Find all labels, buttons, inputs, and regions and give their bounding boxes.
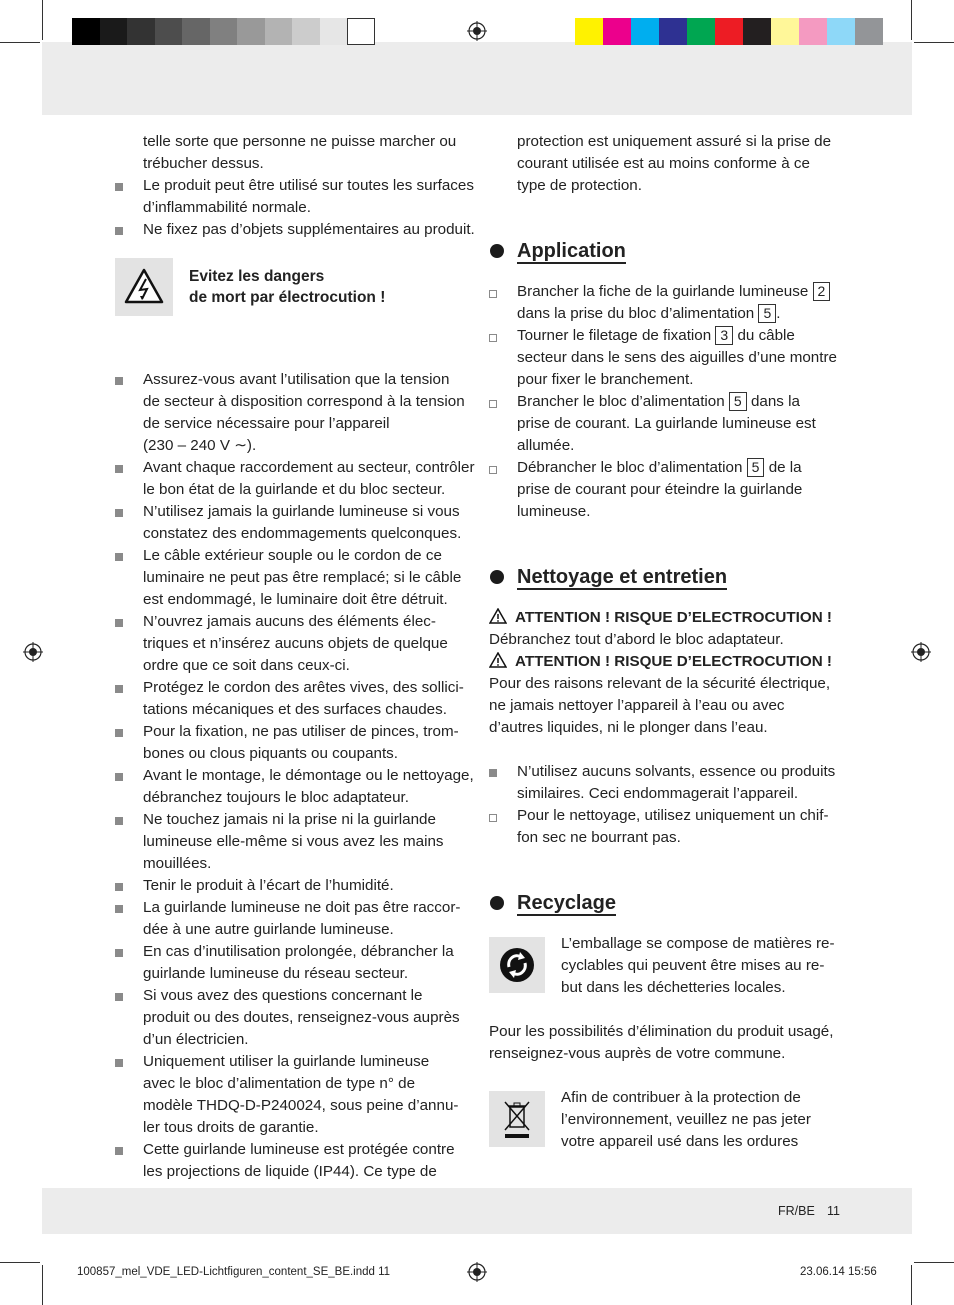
color-swatch [72,18,100,45]
bullet-square-icon [115,509,123,517]
bullet-square-icon [115,1059,123,1067]
bullet-square-icon [115,1147,123,1155]
step-checkbox-icon [489,466,497,474]
list-item: En cas d’inutilisation prolongée, débrancher la guirlande lumineuse du réseau secteur. [115,941,475,985]
list-item: Brancher le bloc d’alimentation 5 dans la prise de courant. La guirlande lumineuse est allumée. [489,391,849,457]
step-checkbox-icon [489,814,497,822]
continued-text: protection est uniquement assuré si la prise de courant utilisée est au moins conforme à ce type de protection. [517,133,832,194]
bullet-square-icon [115,465,123,473]
color-swatch [127,18,155,45]
right-column: protection est uniquement assuré si la prise de courant utilisée est au moins conforme à ce type de protection. Application Brancher la fiche de la guirlande lumineuse 2 dans la prise du bloc d’alimentation 5 . Tourner le filetage de fixation 3 du câble secteur dans le sens des aiguilles d’une montre pour fixer le branchement. Brancher le bloc d’alimentation 5 dans la prise de courant. La guirlande lumineuse est allumée. Débrancher le bloc d’alimentation 5 de la prise de courant pour éteindre la guirlande lumineuse. Nettoyage et entretien ATTENTION ! RISQUE D’ELECTROCUTION ! Débranchez tout d’abord le bloc adaptateur. ATTENTION ! RISQUE D’ELECTROCUTION ! Pour des raisons relevant de la sécurité électrique, ne jamais nettoyer l’appareil à l’eau ou avec d’autres liquides, ni le plonger dans l’eau. N’utilisez aucuns solvants, essence ou produits similaires. Ceci endommagerait l’appareil. Pour le nettoyage, utilisez uniquement un chif- fon sec ne bourrant pas. Recyclage L’emballage se compose de matières re- cyclables qui peuvent être mises au re- but dans les déchetteries locales. Pour les possibilités d’élimination du produit usagé, renseignez-vous auprès de votre commune. Afin de contribuer à la protection de l’environnement, veuillez ne pas jeter votre appareil usé dans les ordures [489,131,849,1153]
part-number-box: 5 [747,458,765,477]
registration-mark-icon [467,21,487,41]
color-swatch [743,18,771,45]
list-item: Tenir le produit à l’écart de l’humidité. [115,875,475,897]
electrocution-warning: ATTENTION ! RISQUE D’ELECTROCUTION ! [489,651,849,673]
heading-bullet-icon [490,896,504,910]
color-swatch [100,18,128,45]
registration-mark-icon [467,1262,487,1282]
bullet-square-icon [115,883,123,891]
heading-bullet-icon [490,570,504,584]
warning-title: Evitez les dangers de mort par électrocution ! [189,268,386,306]
bullet-square-icon [115,553,123,561]
bullet-square-icon [115,227,123,235]
part-number-box: 3 [715,326,733,345]
bullet-square-icon [115,183,123,191]
bullet-square-icon [115,685,123,693]
bullet-square-icon [115,773,123,781]
part-number-box: 5 [758,304,776,323]
list-item: Uniquement utiliser la guirlande lumineuse avec le bloc d’alimentation de type n° de modèle THDQ-D-P240024, sous peine d’annu- ler tous droits de garantie. [115,1051,475,1139]
step-checkbox-icon [489,400,497,408]
green-dot-recycling-icon [489,937,545,993]
bullet-square-icon [115,905,123,913]
continued-text: telle sorte que personne ne puisse marcher ou trébucher dessus. [143,133,457,172]
step-checkbox-icon [489,334,497,342]
list-item: La guirlande lumineuse ne doit pas être raccor- dée à une autre guirlande lumineuse. [115,897,475,941]
list-item: Avant chaque raccordement au secteur, contrôler le bon état de la guirlande et du bloc secteur. [115,457,475,501]
warning-triangle-icon [489,652,507,668]
list-item: Le produit peut être utilisé sur toutes les surfaces d’inflammabilité normale. [115,175,475,219]
color-swatch [631,18,659,45]
color-swatch [237,18,265,45]
bullet-square-icon [115,949,123,957]
color-swatch [827,18,855,45]
bullet-square-icon [115,729,123,737]
part-number-box: 2 [813,282,831,301]
color-swatch [265,18,293,45]
slug-date: 23.06.14 15:56 [800,1266,877,1278]
color-swatch [603,18,631,45]
color-swatch [320,18,348,45]
color-swatch [799,18,827,45]
list-item: Pour le nettoyage, utilisez uniquement un chif- fon sec ne bourrant pas. [489,805,849,849]
warning-block [115,241,475,369]
safety-bullet-list [115,369,475,1183]
color-swatch [182,18,210,45]
list-item: Ne fixez pas d’objets supplémentaires au produit. [115,219,475,241]
list-item: Si vous avez des questions concernant le produit ou des doutes, renseignez-vous auprès d’un électricien. [115,985,475,1051]
part-number-box: 5 [729,392,747,411]
bullet-square-icon [115,377,123,385]
section-heading-application: Application [489,239,849,263]
color-swatch [155,18,183,45]
heading-bullet-icon [490,244,504,258]
slug-filename: 100857_mel_VDE_LED-Lichtfiguren_content_SE_BE.indd 11 [77,1266,391,1278]
section-heading-recycling: Recyclage [489,891,849,915]
bullet-square-icon [115,817,123,825]
registration-mark-icon [911,642,931,662]
color-swatch [292,18,320,45]
list-item: Assurez-vous avant l’utilisation que la tension de secteur à disposition correspond à la tension de service nécessaire pour l’appareil (230 – 240 V ∼). [115,369,475,457]
list-item: N’utilisez jamais la guirlande lumineuse si vous constatez des endommagements quelconques. [115,501,475,545]
color-swatch [659,18,687,45]
color-swatch [347,18,375,45]
list-item: Débrancher le bloc d’alimentation 5 de la prise de courant pour éteindre la guirlande lumineuse. [489,457,849,523]
page-number: 11 [827,1204,840,1218]
page-language: FR/BE [778,1204,815,1218]
list-item: Avant le montage, le démontage ou le nettoyage, débranchez toujours le bloc adaptateur. [115,765,475,809]
color-swatch [771,18,799,45]
list-item: Brancher la fiche de la guirlande lumineuse 2 dans la prise du bloc d’alimentation 5 . [489,281,849,325]
list-item: Cette guirlande lumineuse est protégée contre les projections de liquide (IP44). Ce type de [115,1139,475,1183]
list-item: Pour la fixation, ne pas utiliser de pinces, trom- bones ou clous piquants ou coupants. [115,721,475,765]
step-checkbox-icon [489,290,497,298]
bullet-square-icon [115,993,123,1001]
left-column [115,131,475,1183]
warning-triangle-icon [489,608,507,624]
weee-paragraph: Afin de contribuer à la protection de l’environnement, veuillez ne pas jeter votre appareil usé dans les ordures [489,1087,849,1153]
header-band [42,42,912,115]
list-item: Le câble extérieur souple ou le cordon de ce luminaire ne peut pas être remplacé; si le câble est endommagé, le luminaire doit être détruit. [115,545,475,611]
color-swatch [687,18,715,45]
crossed-bin-icon [489,1091,545,1147]
high-voltage-warning-icon [115,258,173,316]
electrocution-warning: ATTENTION ! RISQUE D’ELECTROCUTION ! [489,607,849,629]
color-swatch [715,18,743,45]
color-swatch [575,18,603,45]
bullet-square-icon [489,769,497,777]
packaging-paragraph: L’emballage se compose de matières re- cyclables qui peuvent être mises au re- but dans les déchetteries locales. [489,933,849,999]
list-item: Tourner le filetage de fixation 3 du câble secteur dans le sens des aiguilles d’une montre pour fixer le branchement. [489,325,849,391]
list-item: Ne touchez jamais ni la prise ni la guirlande lumineuse elle-même si vous avez les mains mouillées. [115,809,475,875]
list-item: Protégez le cordon des arêtes vives, des sollici- tations mécaniques et des surfaces chaudes. [115,677,475,721]
section-heading-cleaning: Nettoyage et entretien [489,565,849,589]
color-swatch [855,18,883,45]
warning-icon-box [115,258,173,316]
list-item: N’utilisez aucuns solvants, essence ou produits similaires. Ceci endommagerait l’appareil. [489,761,849,805]
registration-mark-icon [23,642,43,662]
color-swatch [210,18,238,45]
list-item: N’ouvrez jamais aucuns des éléments élec- triques et n’insérez aucuns objets de quelque ordre que ce soit dans ceux-ci. [115,611,475,677]
bullet-square-icon [115,619,123,627]
